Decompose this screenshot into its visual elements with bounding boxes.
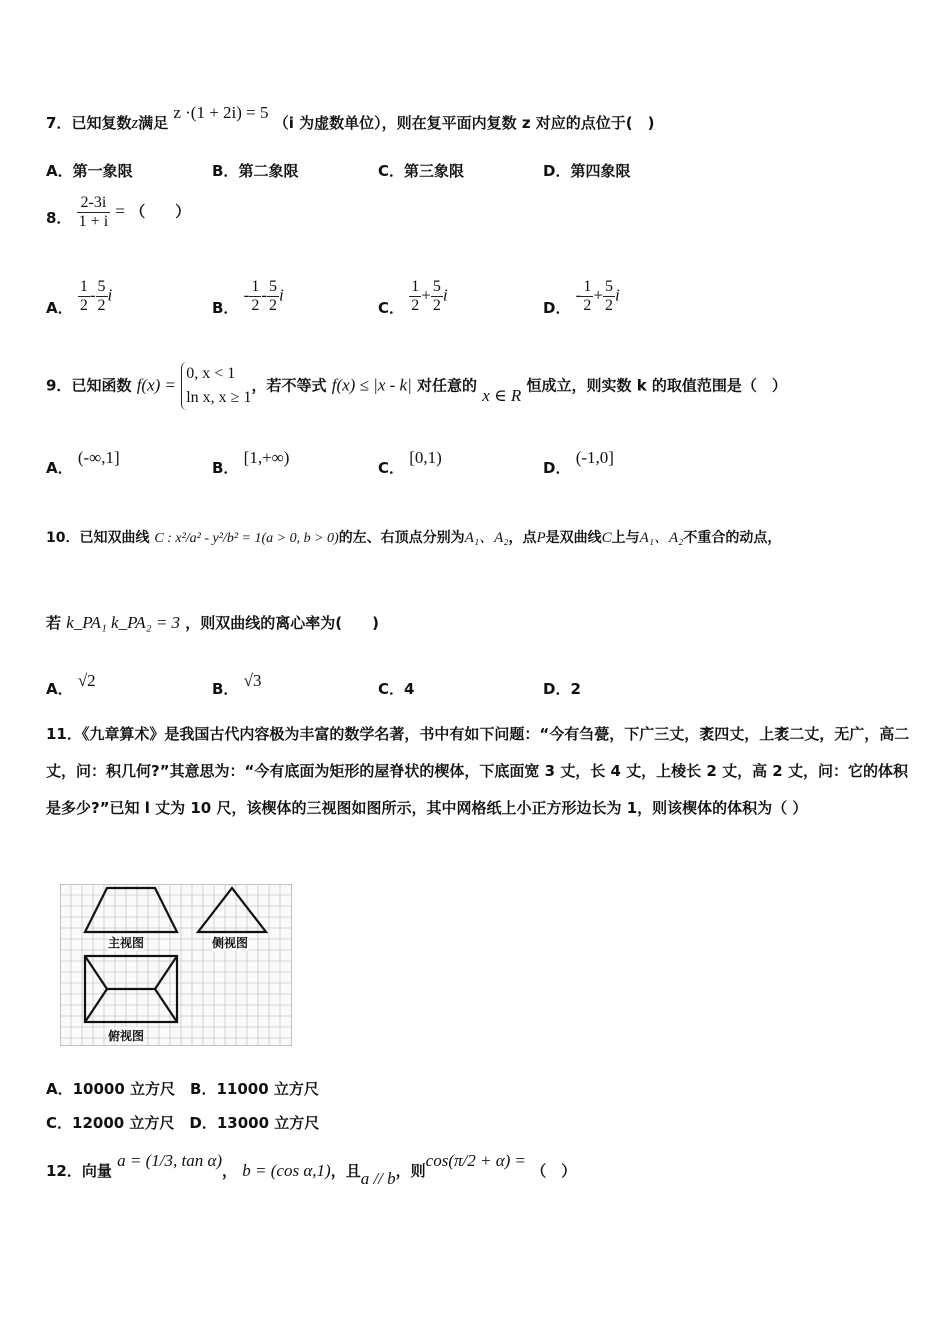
q8-option-b[interactable]: B． - $\frac{1}{2}$ - $\frac{5}{2}$ i [212,278,284,317]
q7-option-a[interactable]: A．第一象限 [46,162,133,180]
q12-vector-a: a = (1/3, tan α) [117,1151,223,1170]
q10-stem-line2: 若 k_PA₁ k_PA₂ = 3 ，则双曲线的离心率为( ) [46,613,379,632]
top-view-label: 俯视图 [108,1029,145,1043]
q10-option-b[interactable]: B． √3 [212,671,262,698]
front-view-label: 主视图 [108,936,145,950]
q9-piecewise: 0, x < 1 ln x, x ≥ 1 [181,362,251,410]
q8-stem: 8． $\frac{2-3i}{1 + i}$ = （ ） [46,194,191,230]
q9-option-d[interactable]: D． (-1,0] [543,448,614,477]
q11-options-row2[interactable]: C．12000 立方尺 D．13000 立方尺 [46,1114,320,1132]
q10-stem: 10．已知双曲线 C : x²/a² - y²/b² = 1(a > 0, b > 0)的左、右顶点分别为A₁、A₂，点P是双曲线C上与A₁、A₂不重合的动点， [46,530,782,546]
q12-expression: cos(π/2 + α) = [425,1151,527,1170]
q7-option-b[interactable]: B．第二象限 [212,162,299,180]
q10-option-c[interactable]: C．4 [378,680,415,698]
q7-option-d[interactable]: D．第四象限 [543,162,631,180]
q8-fraction: $\frac{2-3i}{1 + i}$ [78,194,109,230]
side-view-label: 侧视图 [212,936,249,950]
q12-vector-b: b = (cos α,1) [242,1161,331,1180]
grid-drawing [60,884,292,1046]
q7-stem: 7．已知复数z满足 z ·(1 + 2i) = 5 （i 为虚数单位），则在复平面内复数 z 对应的点位于( ) [46,103,655,132]
q8-option-c[interactable]: C． $\frac{1}{2}$ + $\frac{5}{2}$ i [378,278,448,317]
q11-options-row1[interactable]: A．10000 立方尺 B．11000 立方尺 [46,1080,319,1098]
q10-slope-product: k_PA₁ k_PA₂ = 3 [66,613,181,632]
q7-formula: z ·(1 + 2i) = 5 [173,103,269,122]
q9-option-b[interactable]: B． [1,+∞) [212,448,290,477]
q9-stem: 9．已知函数 f(x) = 0, x < 1 ln x, x ≥ 1 ，若不等式 f(x) ≤ |x - k| 对任意的 x ∈ R 恒成立，则实数 k 的取值范围是（ ） [46,362,787,410]
q9-option-a[interactable]: A． (-∞,1] [46,448,120,477]
q9-option-c[interactable]: C． [0,1) [378,448,442,477]
q12-stem: 12．向量 a = (1/3, tan α)， b = (cos α,1)，且a // b，则cos(π/2 + α) = （ ） [46,1151,577,1188]
q10-option-a[interactable]: A． √2 [46,671,96,698]
q10-hyperbola-equation: C : x²/a² - y²/b² = 1(a > 0, b > 0) [154,531,339,546]
q10-option-d[interactable]: D．2 [543,680,581,698]
three-view-figure [60,884,292,1046]
q7-option-c[interactable]: C．第三象限 [378,162,465,180]
q8-option-a[interactable]: A． $\frac{1}{2}$ - $\frac{5}{2}$ i [46,278,113,317]
q8-option-d[interactable]: D． - $\frac{1}{2}$ + $\frac{5}{2}$ i [543,278,620,317]
q11-stem: 11．《九章算术》是我国古代内容极为丰富的数学名著，书中有如下问题：“今有刍甍，下广三丈，袤四丈，上袤二丈，无广，高二丈，问：积几何?”其意思为：“今有底面为矩形的屋脊状的楔体，下底面宽 3 丈，长 4 丈，上棱长 2 丈，高 2 丈，问：它的体积是多少?”已知 l 丈为 10 尺，该楔体的三视图如图所示，其中网格纸上小正方形边长为 1，则该楔体的体积为（ ） [46,725,910,817]
